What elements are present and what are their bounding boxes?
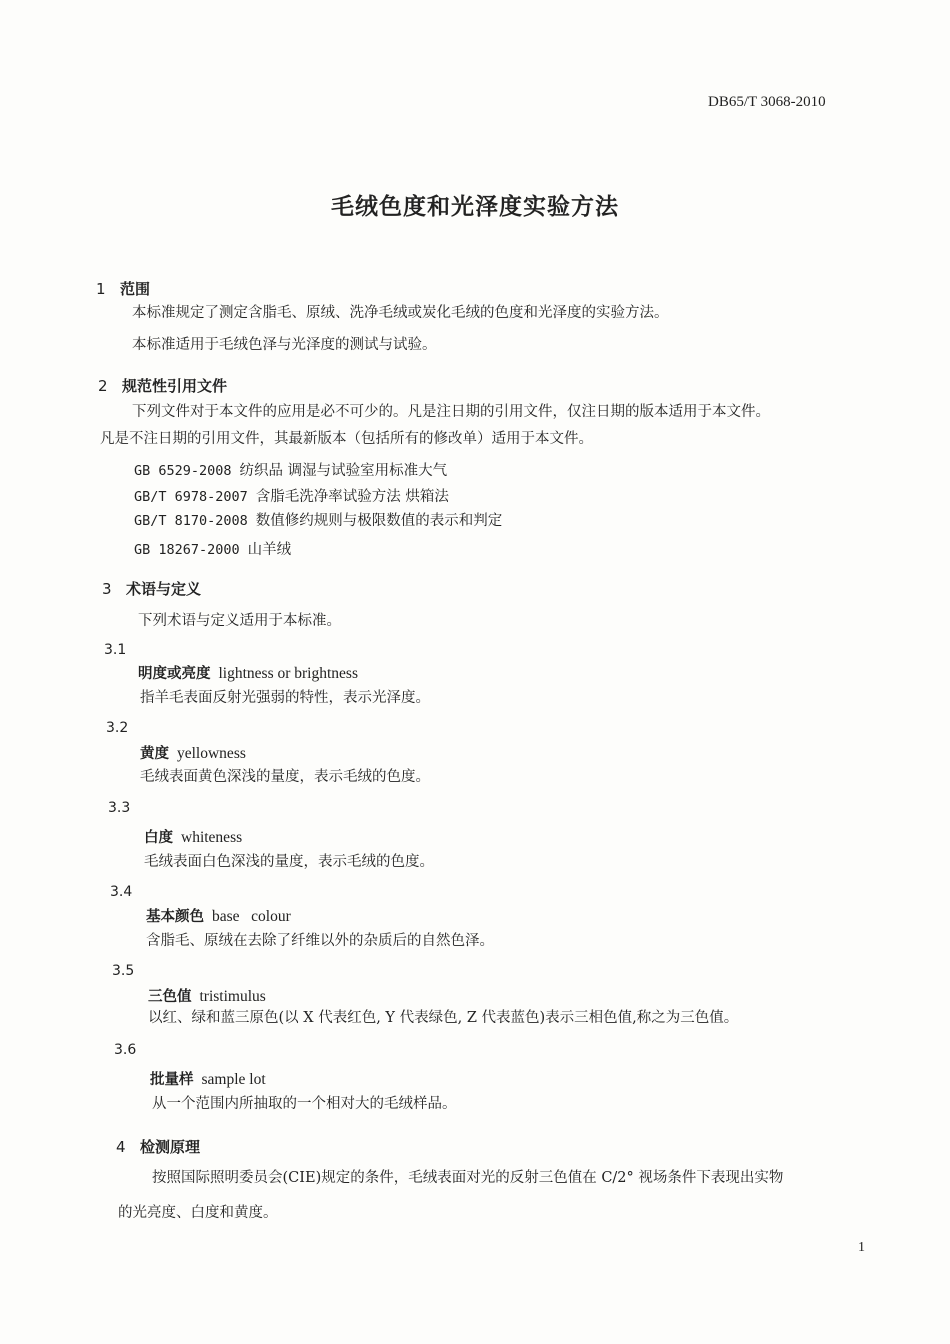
term-heading (150, 1068, 266, 1089)
section-number: 4 (116, 1138, 126, 1156)
term-definition: 含脂毛、原绒在去除了纤维以外的杂质后的自然色泽。 (146, 933, 494, 949)
paragraph: 下列文件对于本文件的应用是必不可少的。凡是注日期的引用文件，仅注日期的版本适用于本文件。 (132, 404, 770, 420)
section-title: 检测原理 (140, 1138, 201, 1156)
paragraph: 按照国际照明委员会(CIE)规定的条件，毛绒表面对光的反射三色值在 C/2° 视场条件下表现出实物 (152, 1170, 784, 1186)
section-number: 1 (96, 280, 106, 298)
term-zh: 批量样 (150, 1072, 194, 1088)
reference-code: GB 18267-2000 (134, 542, 240, 558)
reference-item (134, 538, 291, 559)
paragraph: 凡是不注日期的引用文件，其最新版本（包括所有的修改单）适用于本文件。 (100, 431, 593, 447)
term-zh: 黄度 (140, 746, 169, 762)
section-4-heading (116, 1136, 200, 1157)
document-title: 毛绒色度和光泽度实验方法 (331, 194, 619, 220)
section-3-heading (102, 578, 201, 599)
section-title: 规范性引用文件 (122, 377, 228, 395)
section-number: 3 (102, 580, 112, 598)
reference-code: GB/T 6978-2007 (134, 489, 248, 505)
term-zh: 明度或亮度 (138, 666, 211, 682)
term-heading (138, 662, 358, 683)
paragraph: 下列术语与定义适用于本标准。 (138, 613, 341, 629)
term-en: lightness or brightness (218, 665, 358, 682)
clause-number: 3.4 (110, 884, 133, 900)
term-heading (140, 742, 246, 763)
term-zh: 三色值 (148, 989, 192, 1005)
term-heading (148, 985, 266, 1006)
clause-number: 3.2 (106, 720, 129, 736)
term-definition: 以红、绿和蓝三原色(以 X 代表红色, Y 代表绿色, Z 代表蓝色)表示三相色值,称之为三色值。 (148, 1010, 739, 1026)
reference-code: GB 6529-2008 (134, 463, 232, 479)
page-number: 1 (858, 1240, 865, 1255)
term-en: whiteness (181, 829, 243, 846)
reference-item (134, 459, 447, 480)
paragraph: 的光亮度、白度和黄度。 (118, 1205, 278, 1221)
section-title: 术语与定义 (126, 580, 202, 598)
term-definition: 毛绒表面白色深浅的量度，表示毛绒的色度。 (144, 854, 434, 870)
reference-title: 纺织品 调湿与试验室用标准大气 (239, 463, 448, 479)
section-2-heading (98, 375, 227, 396)
clause-number: 3.5 (112, 963, 135, 979)
section-1-heading (96, 278, 150, 299)
standard-number: DB65/T 3068-2010 (708, 94, 826, 110)
reference-title: 数值修约规则与极限数值的表示和判定 (255, 513, 503, 529)
term-definition: 指羊毛表面反射光强弱的特性，表示光泽度。 (140, 690, 430, 706)
clause-number: 3.1 (104, 642, 127, 658)
paragraph: 本标准规定了测定含脂毛、原绒、洗净毛绒或炭化毛绒的色度和光泽度的实验方法。 (132, 305, 669, 321)
term-heading (146, 905, 291, 926)
term-en: base colour (212, 908, 291, 925)
reference-title: 山羊绒 (247, 542, 292, 558)
clause-number: 3.6 (114, 1042, 137, 1058)
term-definition: 从一个范围内所抽取的一个相对大的毛绒样品。 (152, 1096, 457, 1112)
term-definition: 毛绒表面黄色深浅的量度，表示毛绒的色度。 (140, 769, 430, 785)
reference-code: GB/T 8170-2008 (134, 513, 248, 529)
reference-item (134, 509, 502, 530)
term-zh: 白度 (144, 830, 173, 846)
reference-item (134, 485, 449, 506)
term-en: tristimulus (199, 988, 266, 1005)
paragraph: 本标准适用于毛绒色泽与光泽度的测试与试验。 (132, 337, 437, 353)
section-title: 范围 (120, 280, 151, 298)
section-number: 2 (98, 377, 108, 395)
term-en: yellowness (177, 745, 246, 762)
reference-title: 含脂毛洗净率试验方法 烘箱法 (255, 489, 449, 505)
term-heading (144, 826, 242, 847)
term-en: sample lot (201, 1071, 266, 1088)
term-zh: 基本颜色 (146, 909, 204, 925)
clause-number: 3.3 (108, 800, 131, 816)
